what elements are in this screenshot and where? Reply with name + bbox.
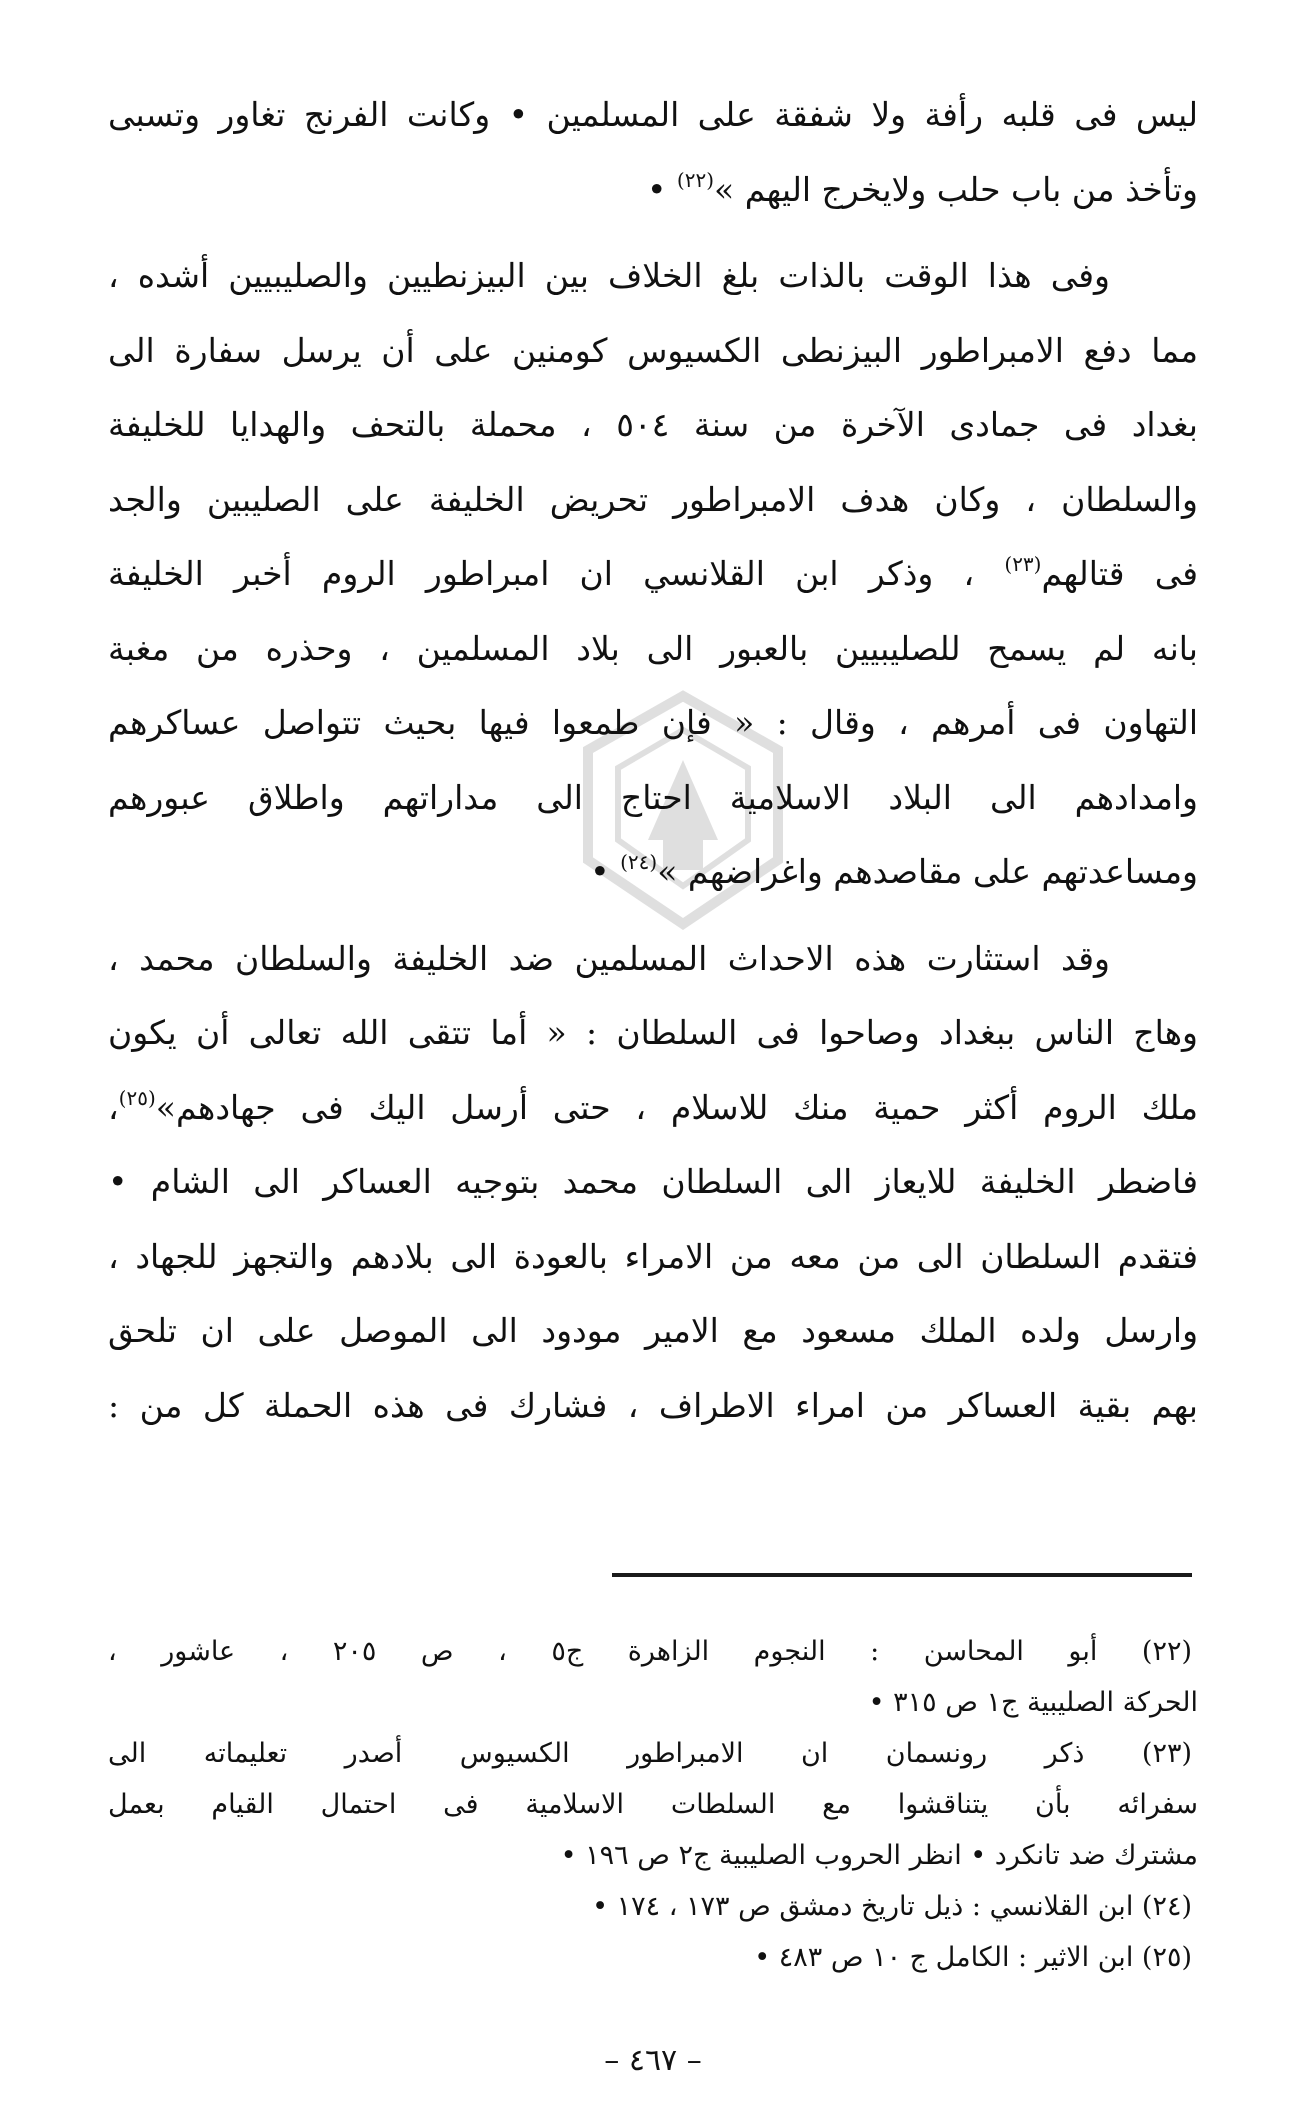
footnote-ref-22[interactable]: (٢٢) xyxy=(676,167,715,192)
footnote-22 xyxy=(108,1626,1198,1728)
paragraph-3 xyxy=(108,922,1198,1444)
footnotes xyxy=(108,1626,1198,1983)
paragraph-1 xyxy=(108,78,1198,227)
footnote-25 xyxy=(108,1932,1198,1983)
text-span: بهم بقية العساكر من امراء الاطراف ، فشارك فى هذه الحملة كل من : xyxy=(108,1385,1198,1425)
text-span: وهاج الناس ببغداد وصاحوا فى السلطان : « أما تتقى الله تعالى أن يكون xyxy=(108,1013,1198,1052)
text-line xyxy=(108,314,1198,389)
footnote-separator xyxy=(612,1573,1192,1577)
footnote-line: (٢٤) ابن القلانسي : ذيل تاريخ دمشق ص ١٧٣ ، ١٧٤ • xyxy=(592,1891,1192,1922)
text-line xyxy=(108,1220,1198,1295)
text-span: ، xyxy=(108,1087,119,1127)
text-span: مما دفع الامبراطور البيزنطى الكسيوس كومنين على أن يرسل سفارة الى xyxy=(108,330,1198,370)
text-span: وقد استثارت هذه الاحداث المسلمين ضد الخليفة والسلطان محمد ، xyxy=(108,938,1110,978)
text-span: بغداد فى جمادى الآخرة من سنة ٥٠٤ ، محملة بالتحف والهدايا للخليفة xyxy=(108,405,1198,444)
text-line xyxy=(108,1071,1198,1146)
text-line xyxy=(108,922,1198,997)
text-span: • xyxy=(646,169,677,209)
footnote-line: سفرائه بأن يتناقشوا مع السلطات الاسلامية فى احتمال القيام بعمل xyxy=(108,1789,1198,1820)
footnote-line: مشترك ضد تانكرد • انظر الحروب الصليبية ج٢ ص ١٩٦ • xyxy=(560,1840,1198,1871)
text-span: وفى هذا الوقت بالذات بلغ الخلاف بين البيزنطيين والصليبيين أشده ، xyxy=(108,256,1110,295)
page-number: – ٤٦٧ – xyxy=(604,2043,702,2078)
text-span: فاضطر الخليفة للايعاز الى السلطان محمد بتوجيه العساكر الى الشام • xyxy=(108,1162,1198,1201)
text-span: • xyxy=(590,852,621,891)
text-span: بانه لم يسمح للصليبيين بالعبور الى بلاد المسلمين ، وحذره من مغبة xyxy=(108,628,1198,668)
text-span: ، وذكر ابن القلانسي ان امبراطور الروم أخبر الخليفة xyxy=(108,554,1005,593)
text-line xyxy=(108,761,1198,836)
text-line xyxy=(108,835,1198,910)
text-line xyxy=(108,1294,1198,1369)
text-span: وارسل ولده الملك مسعود مع الامير مودود الى الموصل على ان تلحق xyxy=(108,1311,1198,1350)
text-line xyxy=(108,1369,1198,1444)
footnote-line: (٢٢) أبو المحاسن : النجوم الزاهرة ج٥ ، ص ٢٠٥ ، عاشور ، xyxy=(108,1636,1193,1667)
text-span: وتأخذ من باب حلب ولايخرج اليهم » xyxy=(714,169,1198,209)
body-text xyxy=(108,78,1198,1443)
footnote-ref-24[interactable]: (٢٤) xyxy=(620,850,658,874)
text-span: ملك الروم أكثر حمية منك للاسلام ، حتى أرسل اليك فى جهادهم» xyxy=(155,1087,1198,1127)
footnote-ref-23[interactable]: (٢٣) xyxy=(1004,552,1042,576)
footnote-line: (٢٣) ذكر رونسمان ان الامبراطور الكسيوس أصدر تعليماته الى xyxy=(108,1738,1192,1769)
text-span: والسلطان ، وكان هدف الامبراطور تحريض الخليفة على الصليبين والجد xyxy=(108,479,1198,519)
footnote-23 xyxy=(108,1728,1198,1881)
text-line xyxy=(108,78,1198,153)
paragraph-gap xyxy=(108,910,1198,922)
text-span: وامدادهم الى البلاد الاسلامية احتاج الى مداراتهم واطلاق عبورهم xyxy=(108,777,1198,817)
text-line xyxy=(108,463,1198,538)
footnote-24 xyxy=(108,1881,1198,1932)
text-span: ومساعدتهم على مقاصدهم واغراضهم » xyxy=(657,852,1198,891)
text-line xyxy=(108,153,1198,228)
text-span: فى قتالهم xyxy=(1041,554,1198,593)
text-line xyxy=(108,686,1198,761)
text-line xyxy=(108,612,1198,687)
paragraph-2 xyxy=(108,239,1198,910)
text-line xyxy=(108,537,1198,612)
text-span: ليس فى قلبه رأفة ولا شفقة على المسلمين • وكانت الفرنج تغاور وتسبى xyxy=(108,95,1198,134)
text-line xyxy=(108,1145,1198,1220)
text-line xyxy=(108,388,1198,463)
text-span: التهاون فى أمرهم ، وقال : « فإن طمعوا فيها بحيث تتواصل عساكرهم xyxy=(108,703,1198,742)
text-line xyxy=(108,996,1198,1071)
footnote-ref-25[interactable]: (٢٥) xyxy=(118,1085,156,1110)
text-span: فتقدم السلطان الى من معه من الامراء بالعودة الى بلادهم والتجهز للجهاد ، xyxy=(108,1236,1198,1276)
footnote-line: الحركة الصليبية ج١ ص ٣١٥ • xyxy=(868,1687,1198,1718)
text-line xyxy=(108,239,1198,314)
paragraph-gap xyxy=(108,227,1198,239)
footnote-line: (٢٥) ابن الاثير : الكامل ج ١٠ ص ٤٨٣ • xyxy=(754,1942,1192,1973)
